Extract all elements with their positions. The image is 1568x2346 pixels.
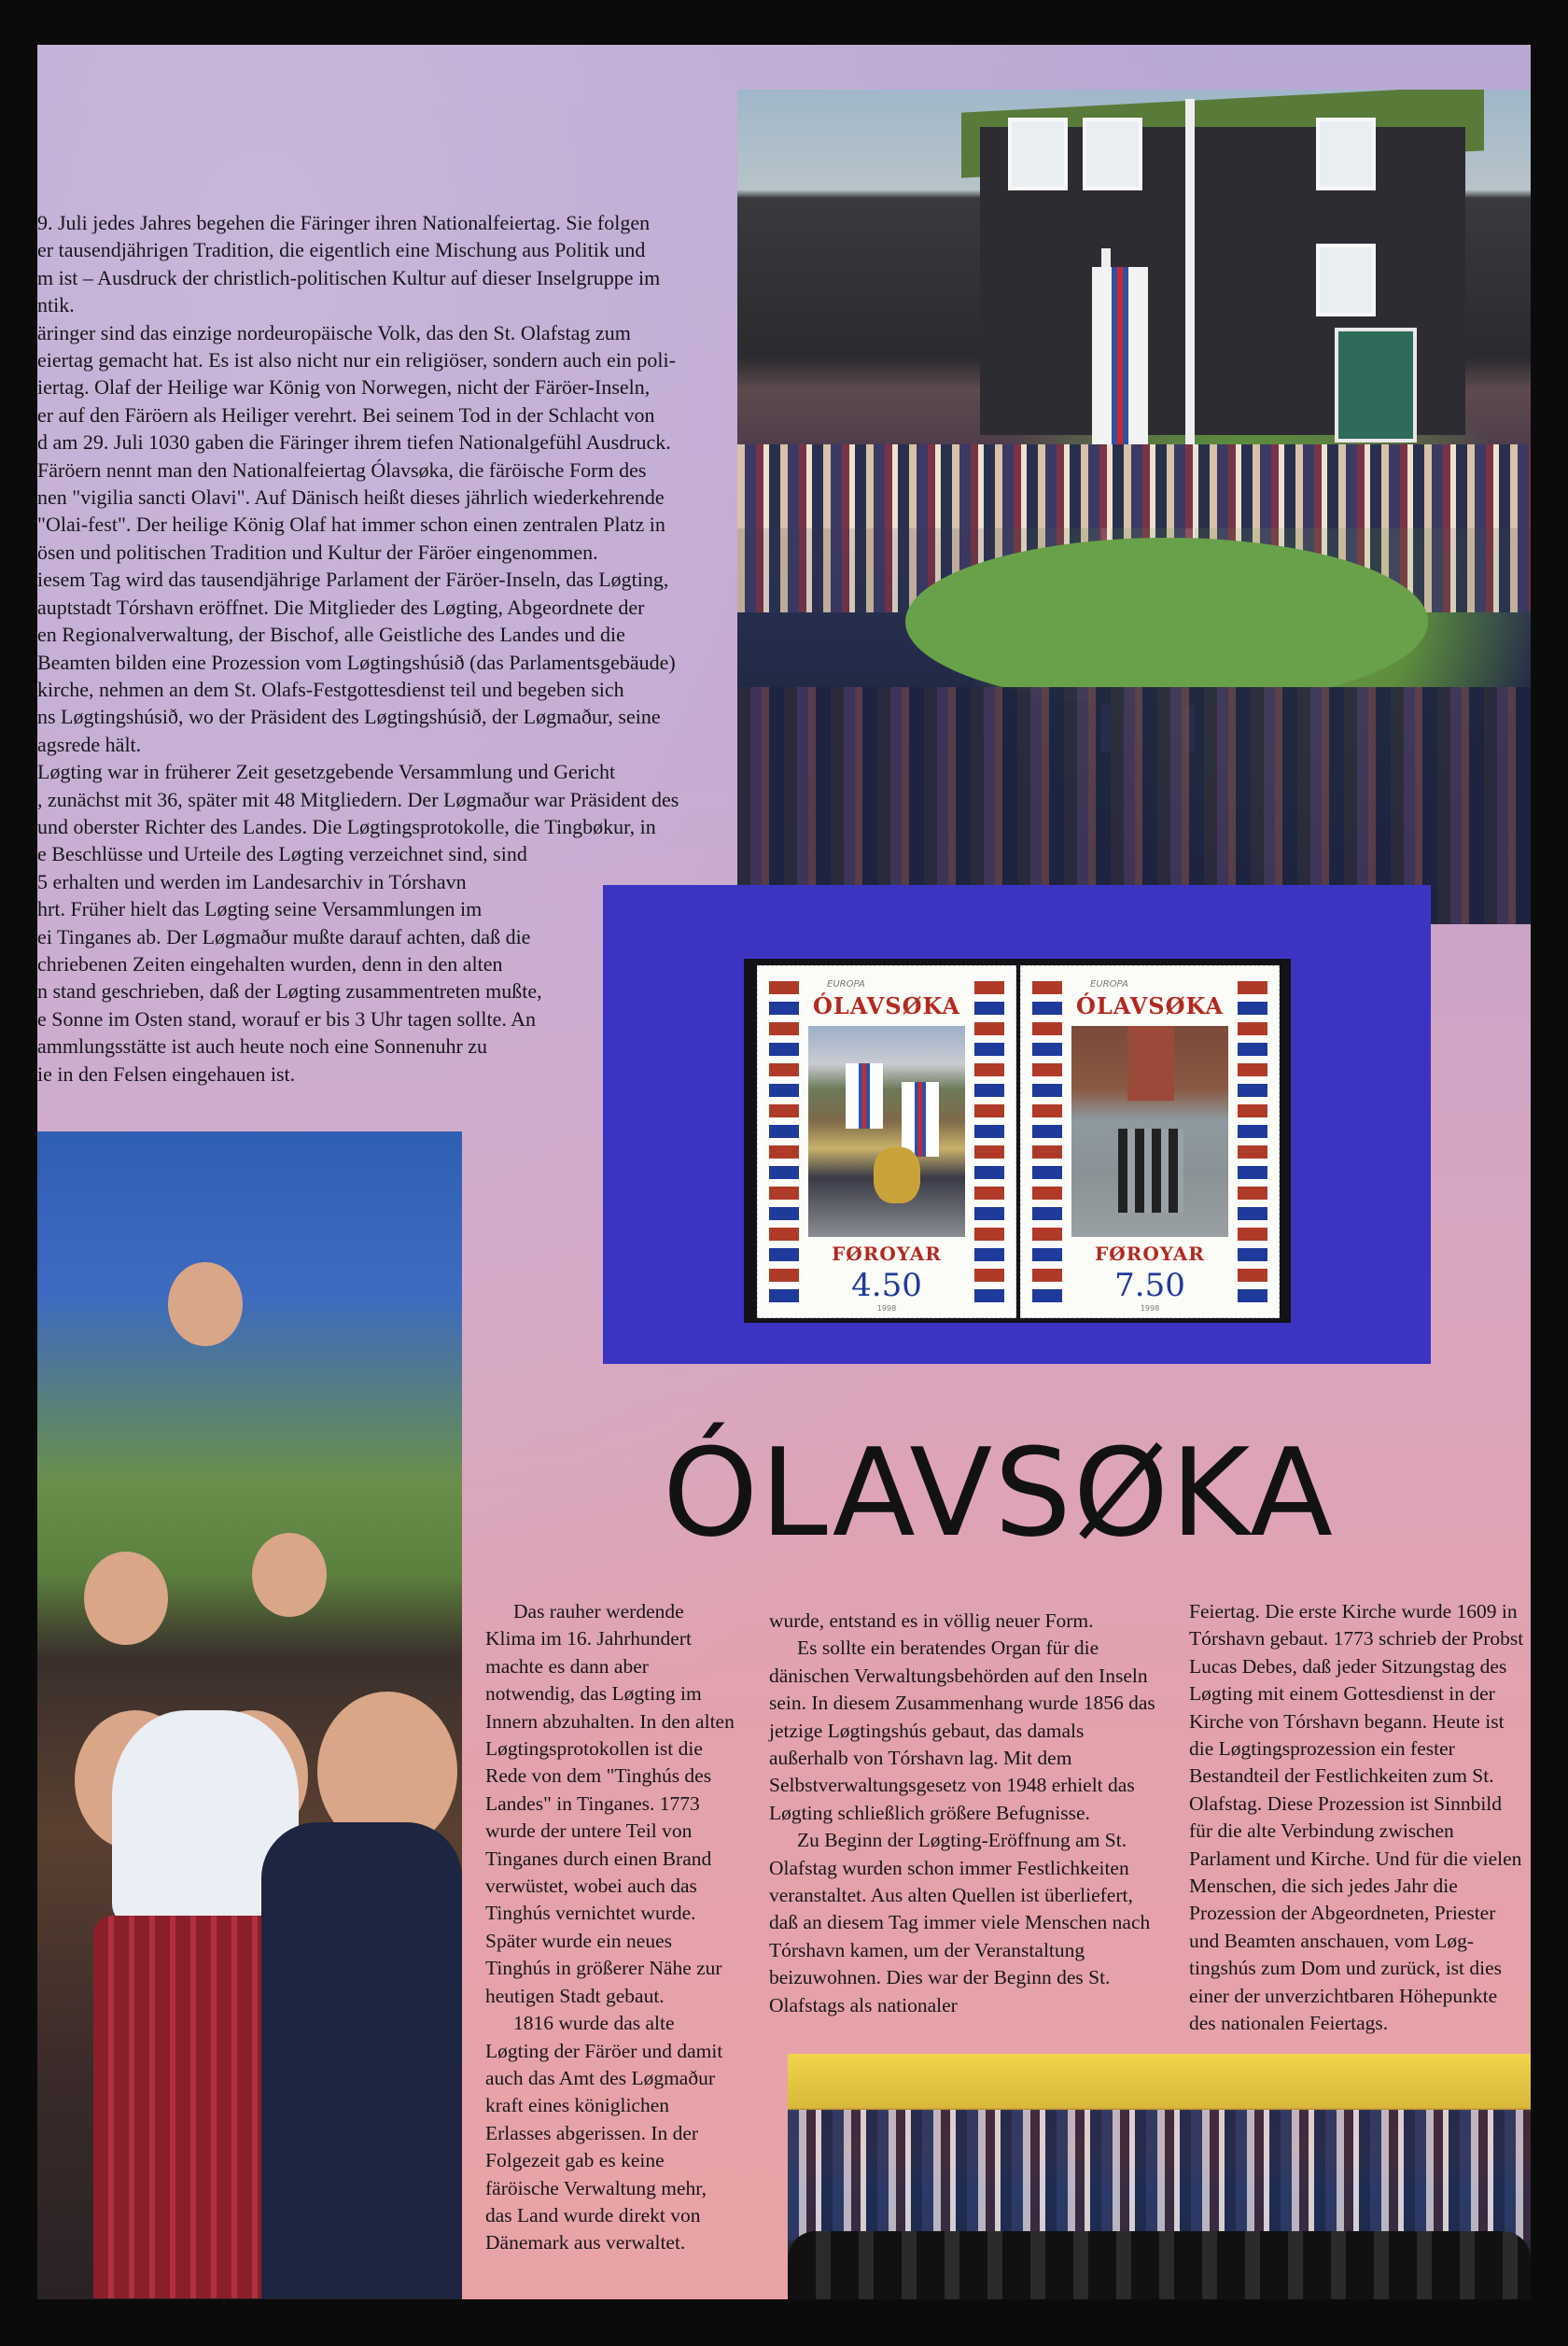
intro-line: iertag. Olaf der Heilige war König von Norwegen, nicht der Färöer-Inseln,: [37, 375, 651, 400]
stamp-value: 7.50: [1114, 1267, 1185, 1304]
flag-icon: [846, 1063, 883, 1129]
intro-line: e Sonne im Osten stand, worauf er bis 3 Uhr tagen sollte. An: [37, 1006, 537, 1031]
intro-line: nen "vigilia sancti Olavi". Auf Dänisch heißt dieses jährlich wiederkehrende: [37, 485, 665, 510]
text-line: Tórshavn gebaut. 1773 schrieb der Probst: [1189, 1627, 1524, 1651]
intro-line: e Beschlüsse und Urteile des Løgting verzeichnet sind, sind: [37, 842, 527, 866]
intro-line: kirche, nehmen an dem St. Olafs-Festgottesdienst teil und begeben sich: [37, 677, 624, 701]
faroese-flag-icon: [1092, 267, 1148, 463]
intro-line: n stand geschrieben, daß der Løgting zusammentreten mußte,: [37, 979, 542, 1004]
horse-icon: [874, 1147, 920, 1203]
text-line: Menschen, die sich jedes Jahr die: [1189, 1875, 1458, 1898]
stamp-750: [1020, 965, 1280, 1318]
stamp-europa-label: EUROPA: [827, 979, 865, 990]
stamp-procession-image: [808, 1026, 965, 1237]
intro-line: chriebenen Zeiten eingehalten wurden, denn in den alten: [37, 951, 503, 976]
paragraph: Es sollte ein beratendes Organ für die dänischen Verwaltungsbehörden auf den Inseln sein. In diesem Zusammenhang wurde 1856 das jetzige Løgtingshús gebaut, das damals außerhalb von Tórshavn lag. Mit dem Selbstverwaltungsgesetz von 1948 erhielt das Løgting schließlich größere Befugnisse.: [769, 1637, 1155, 1824]
intro-line: äringer sind das einzige nordeuropäische Volk, das den St. Olafstag zum: [37, 320, 631, 344]
intro-line: hrt. Früher hielt das Løgting seine Versammlungen im: [37, 897, 483, 921]
intro-line: Färöern nennt man den Nationalfeiertag Ólavsøka, die färöische Form des: [37, 457, 647, 482]
paragraph: Das rauher werdende Klima im 16. Jahrhundert machte es dann aber notwendig, das Løgting im Innern abzuhalten. In den alten Løgtingsprotokollen ist die Rede von dem "Tinghús des Landes" in Tinganes. 1773 wurde der untere Teil von Tinganes durch einen Brand verwüstet, wobei auch das Tinghús vernichtet wurde. Später wurde ein neues Tinghús in größerer Nähe zur heutigen Stadt gebaut.: [485, 1600, 735, 2007]
person-face: [252, 1533, 327, 1617]
intro-line: "Olai-fest". Der heilige König Olaf hat immer schon einen zentralen Platz in: [37, 513, 665, 537]
text-line: für die alte Verbindung zwischen: [1189, 1819, 1454, 1843]
intro-line: ösen und politischen Tradition und Kultur der Färöer eingenommen.: [37, 540, 598, 564]
intro-line: ie in den Felsen eingehauen ist.: [37, 1061, 296, 1086]
intro-line: auptstadt Tórshavn eröffnet. Die Mitglieder des Løgting, Abgeordnete der: [37, 595, 645, 619]
text-line: des nationalen Feiertags.: [1189, 2012, 1389, 2035]
stamp-mount: [744, 959, 1291, 1323]
intro-line: er tausendjährigen Tradition, die eigentlich eine Mischung aus Politik und: [37, 238, 646, 262]
intro-line: ammlungsstätte ist auch heute noch eine Sonnenuhr zu: [37, 1034, 488, 1059]
stamp-title: ÓLAVSØKA: [812, 992, 961, 1019]
page-title: ÓLAVSØKA: [663, 1422, 1336, 1564]
marchers-icon: [1118, 1129, 1183, 1213]
intro-line: er auf den Färöern als Heiliger verehrt. Bei seinem Tod in der Schlacht von: [37, 402, 655, 427]
text-line: Parlament und Kirche. Und für die vielen: [1189, 1847, 1522, 1870]
text-line: Lucas Debes, daß jeder Sitzungstag des: [1189, 1654, 1507, 1678]
text-line: Olafstag. Diese Prozession ist Sinnbild: [1189, 1791, 1503, 1815]
crowd: [788, 2110, 1531, 2241]
stamp-europa-label: EUROPA: [1090, 979, 1128, 990]
intro-line: iesem Tag wird das tausendjährige Parlament der Färöer-Inseln, das Løgting,: [37, 568, 669, 592]
green-door: [1335, 328, 1417, 443]
intro-line: Beamten bilden eine Prozession vom Løgtingshúsið (das Parlamentsgebäude): [37, 650, 676, 674]
intro-line: m ist – Ausdruck der christlich-politischen Kultur auf dieser Inselgruppe im: [37, 265, 661, 289]
stamp-year: 1998: [876, 1304, 897, 1313]
album-page: [37, 45, 1531, 2299]
intro-line: en Regionalverwaltung, der Bischof, alle Geistliche des Landes und die: [37, 623, 625, 647]
house-window: [1008, 118, 1068, 190]
text-line: und Beamten anschauen, vom Løg-: [1189, 1929, 1475, 1952]
intro-line: ns Løgtingshúsið, wo der Präsident des Løgtingshúsið, der Løgmaður, seine: [37, 705, 661, 729]
intro-line: 9. Juli jedes Jahres begehen die Färinger ihren Nationalfeiertag. Sie folgen: [37, 211, 651, 234]
intro-line: d am 29. Juli 1030 gaben die Färinger ihrem tiefen Nationalgefühl Ausdruck.: [37, 430, 671, 455]
dark-jacket: [261, 1822, 462, 2298]
flag-ceremony-photo: [737, 90, 1531, 924]
stamp-country: FØROYAR: [832, 1243, 942, 1265]
paragraph: Zu Beginn der Løgting-Eröffnung am St. Olafstag wurden schon immer Festlichkeiten veranstaltet. Aus alten Quellen ist überliefert, daß an diesem Tag immer viele Menschen nach Tórshavn kamen, um der Veranstaltung beizuwohnen. Dies war der Beginn des St. Olafstags als nationaler: [769, 1829, 1151, 2016]
house-window: [1316, 244, 1376, 316]
text-line: Kirche von Tórshavn begann. Heute ist: [1189, 1709, 1505, 1733]
flag-icon: [902, 1082, 939, 1157]
intro-line: ei Tinganes ab. Der Løgmaður mußte darauf achten, daß die: [37, 924, 531, 948]
person-face: [168, 1262, 243, 1346]
text-column-3: [1189, 1598, 1531, 2038]
folk-costume-photo: [37, 1131, 462, 2299]
intro-line: eiertag gemacht hat. Es ist also nicht nur ein religiöser, sondern auch ein poli-: [37, 348, 676, 372]
paragraph: 1816 wurde das alte Løgting der Färöer und damit auch das Amt des Løgmaður kraft eines königlichen Erlasses abgerissen. In der Folgezeit gab es keine färöische Verwaltung mehr, das Land wurde direkt von Dänemark aus verwaltet.: [485, 2012, 723, 2255]
intro-line: ntik.: [37, 293, 75, 317]
text-column-1: [485, 1598, 737, 2257]
intro-line: und oberster Richter des Landes. Die Løgtingsprotokolle, die Tingbøkur, in: [37, 814, 656, 838]
text-line: Bestandteil der Festlichkeiten zum St.: [1189, 1764, 1494, 1788]
text-line: die Løgtingsprozession ein fester: [1189, 1737, 1455, 1761]
text-line: tingshús zum Dom und zurück, ist dies: [1189, 1957, 1503, 1980]
lawn: [905, 538, 1428, 706]
text-column-2: [769, 1608, 1161, 2019]
stamp-year: 1998: [1140, 1304, 1160, 1313]
text-line: Feiertag. Die erste Kirche wurde 1609 in: [1189, 1600, 1518, 1623]
intro-line: 5 erhalten und werden im Landesarchiv in Tórshavn: [37, 869, 467, 893]
house-window: [1083, 118, 1142, 190]
harbor-crowd-photo: [788, 2054, 1531, 2299]
building-icon: [1127, 1026, 1174, 1101]
costumed-choir: [737, 444, 1531, 528]
stamp-450: [757, 965, 1016, 1318]
intro-line: agsrede hält.: [37, 732, 142, 756]
text-line: Løgting mit einem Gottesdienst in der: [1189, 1682, 1495, 1706]
intro-line: , zunächst mit 36, später mit 48 Mitgliedern. Der Løgmaður war Präsident des: [37, 787, 679, 811]
stamp-title: ÓLAVSØKA: [1075, 992, 1225, 1019]
paragraph: wurde, entstand es in völlig neuer Form.: [769, 1609, 1094, 1632]
text-line: einer der unverzichtbaren Höhepunkte: [1189, 1984, 1498, 2007]
text-line: Prozession der Abgeordneten, Priester: [1189, 1902, 1496, 1925]
person-face: [84, 1552, 168, 1645]
stamp-street-procession-image: [1071, 1026, 1228, 1237]
boats: [788, 2231, 1531, 2299]
stamp-value: 4.50: [851, 1267, 922, 1304]
stamp-country: FØROYAR: [1095, 1243, 1205, 1265]
house-window: [1316, 118, 1376, 190]
intro-line: Løgting war in früherer Zeit gesetzgebende Versammlung und Gericht: [37, 760, 616, 784]
